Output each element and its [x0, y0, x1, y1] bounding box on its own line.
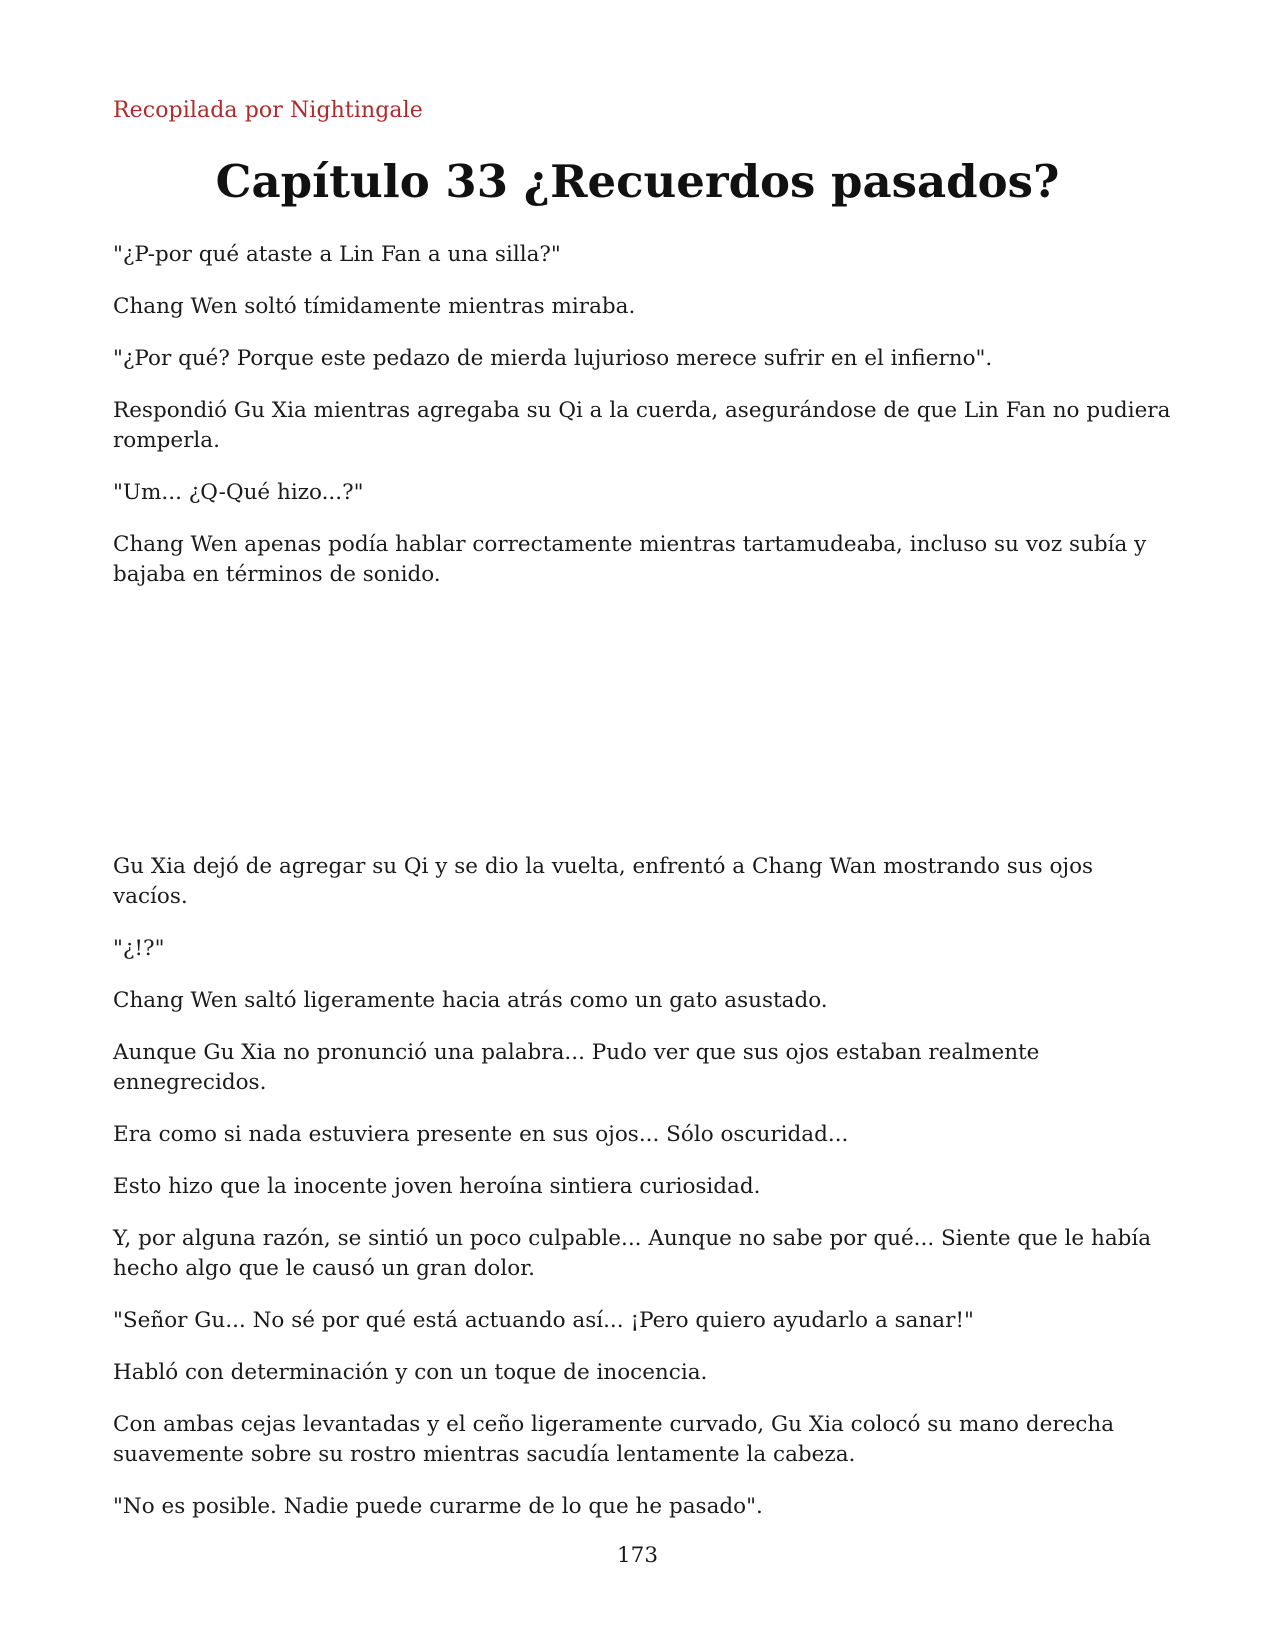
paragraph: Esto hizo que la inocente joven heroína sintiera curiosidad. — [113, 1174, 761, 1199]
paragraph: "No es posible. Nadie puede curarme de lo que he pasado". — [113, 1494, 763, 1519]
compiler-credit: Recopilada por Nightingale — [113, 98, 423, 123]
paragraph: Chang Wen soltó tímidamente mientras miraba. — [113, 294, 636, 319]
chapter-title: Capítulo 33 ¿Recuerdos pasados? — [215, 155, 1060, 208]
text-block-top — [113, 240, 1173, 612]
paragraph: Chang Wen saltó ligeramente hacia atrás como un gato asustado. — [113, 988, 828, 1013]
paragraph: Respondió Gu Xia mientras agregaba su Qi a la cuerda, asegurándose de que Lin Fan no pudiera romperla. — [113, 398, 1171, 453]
paragraph: Era como si nada estuviera presente en sus ojos... Sólo oscuridad... — [113, 1122, 849, 1147]
paragraph: Habló con determinación y con un toque de inocencia. — [113, 1360, 708, 1385]
paragraph: Y, por alguna razón, se sintió un poco culpable... Aunque no sabe por qué... Siente que le había hecho algo que le causó un gran dolor. — [113, 1226, 1152, 1281]
paragraph: "Señor Gu... No sé por qué está actuando así... ¡Pero quiero ayudarlo a sanar!" — [113, 1308, 974, 1333]
paragraph: "Um... ¿Q-Qué hizo...?" — [113, 480, 364, 505]
page-number: 173 — [616, 1543, 659, 1568]
text-block-bottom — [113, 852, 1173, 1544]
paragraph: Aunque Gu Xia no pronunció una palabra... Pudo ver que sus ojos estaban realmente ennegrecidos. — [113, 1040, 1040, 1095]
paragraph: "¿!?" — [113, 936, 165, 961]
paragraph: Con ambas cejas levantadas y el ceño ligeramente curvado, Gu Xia colocó su mano derecha suavemente sobre su rostro mientras sacudía lentamente la cabeza. — [113, 1412, 1115, 1467]
paragraph: Chang Wen apenas podía hablar correctamente mientras tartamudeaba, incluso su voz subía y bajaba en términos de sonido. — [113, 532, 1147, 587]
paragraph: "¿Por qué? Porque este pedazo de mierda lujurioso merece sufrir en el infierno". — [113, 346, 993, 371]
paragraph: "¿P-por qué ataste a Lin Fan a una silla?" — [113, 242, 561, 267]
paragraph: Gu Xia dejó de agregar su Qi y se dio la vuelta, enfrentó a Chang Wan mostrando sus ojos vacíos. — [113, 854, 1094, 909]
